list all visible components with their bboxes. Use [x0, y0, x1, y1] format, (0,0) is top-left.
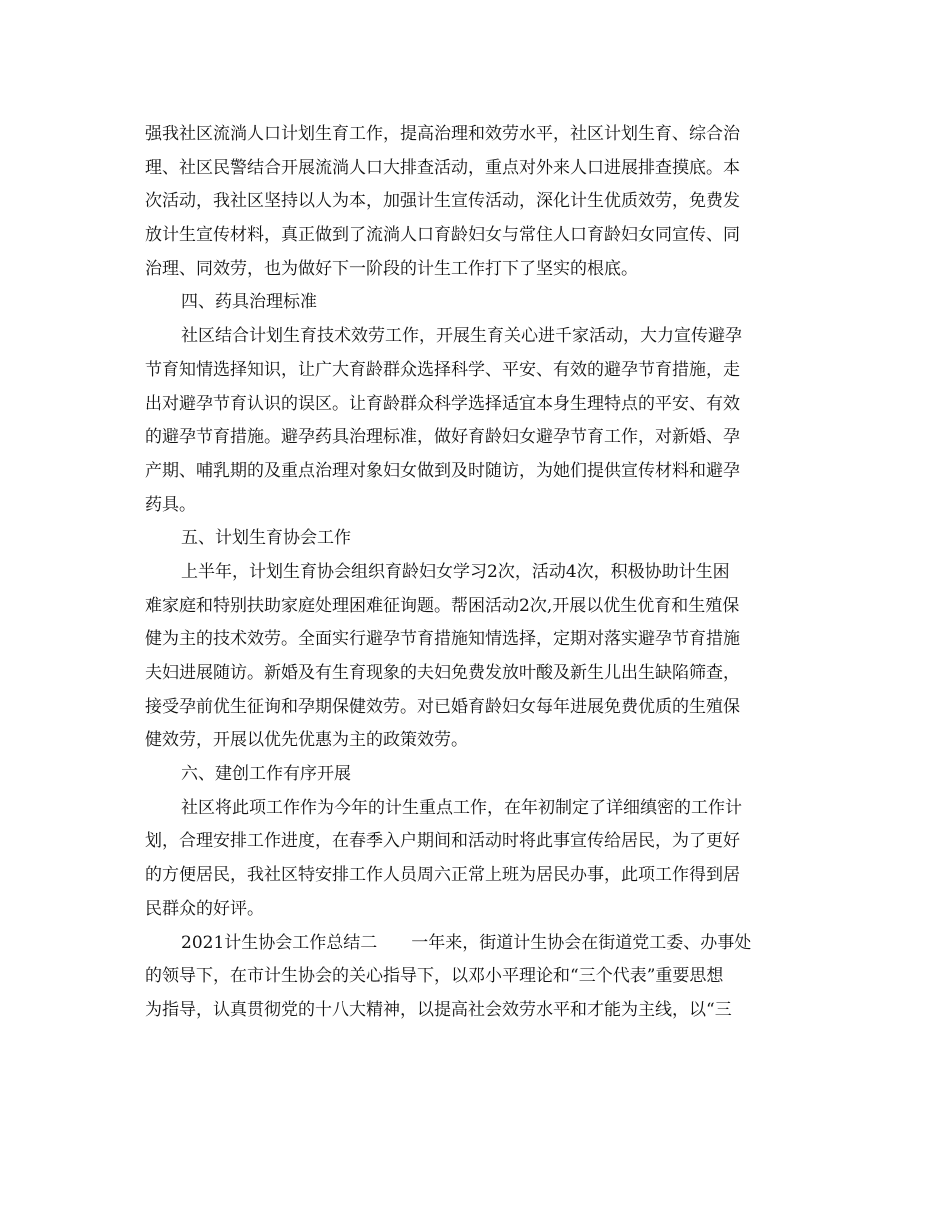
text-line: 理、社区民警结合开展流淌人口大排查活动，重点对外来人口进展排查摸底。本 — [145, 157, 740, 178]
text-line: 为指导，认真贯彻党的十八大精神，以提高社会效劳水平和才能为主线，以“三 — [145, 999, 732, 1020]
text-line: 的方便居民，我社区特安排工作人员周六正常上班为居民办事，此项工作得到居 — [145, 865, 740, 886]
text-line: 四、药具治理标准 — [181, 292, 317, 313]
document-body — [145, 118, 805, 1028]
text-line: 健效劳，开展以优先优惠为主的政策效劳。 — [145, 730, 468, 751]
text-line: 上半年，计划生育协会组织育龄妇女学习2次，活动4次，积极协助计生困 — [181, 561, 730, 582]
text-line: 出对避孕节育认识的误区。让育龄群众科学选择适宜本身生理特点的平安、有效 — [145, 393, 740, 414]
text-line: 强我社区流淌人口计划生育工作，提高治理和效劳水平，社区计划生育、综合治 — [145, 124, 740, 144]
text-line: 社区将此项工作作为今年的计生重点工作，在年初制定了详细缜密的工作计 — [181, 797, 742, 818]
text-line: 民群众的好评。 — [145, 898, 264, 919]
text-line: 次活动，我社区坚持以人为本，加强计生宣传活动，深化计生优质效劳，免费发 — [145, 191, 740, 212]
text-line: 划，合理安排工作进度，在春季入户期间和活动时将此事宣传给居民，为了更好 — [145, 831, 740, 852]
text-line: 夫妇进展随访。新婚及有生育现象的夫妇免费发放叶酸及新生儿出生缺陷筛查， — [145, 663, 740, 683]
text-line: 的领导下，在市计生协会的关心指导下，以邓小平理论和“三个代表”重要思想 — [145, 966, 724, 987]
text-line: 接受孕前优生征询和孕期保健效劳。对已婚育龄妇女每年进展免费优质的生殖保 — [145, 696, 740, 717]
text-line: 社区结合计划生育技术效劳工作，开展生育关心进千家活动，大力宣传避孕 — [181, 326, 742, 347]
text-line: 的避孕节育措施。避孕药具治理标准，做好育龄妇女避孕节育工作，对新婚、孕 — [145, 427, 740, 448]
text-line: 药具。 — [145, 494, 196, 515]
text-line: 难家庭和特别扶助家庭处理困难征询题。帮困活动2次,开展以优生优育和生殖保 — [145, 595, 740, 616]
text-line: 五、计划生育协会工作 — [181, 528, 351, 549]
text-line: 产期、哺乳期的及重点治理对象妇女做到及时随访，为她们提供宣传材料和避孕 — [145, 460, 740, 481]
text-line: 2021计生协会工作总结二 一年来，街道计生协会在街道党工委、办事处 — [181, 932, 752, 953]
text-line: 健为主的技术效劳。全面实行避孕节育措施知情选择，定期对落实避孕节育措施 — [145, 629, 740, 650]
text-line: 治理、同效劳，也为做好下一阶段的计生工作打下了坚实的根底。 — [145, 258, 638, 279]
text-line: 节育知情选择知识，让广大育龄群众选择科学、平安、有效的避孕节育措施，走 — [145, 359, 740, 380]
text-line: 六、建创工作有序开展 — [181, 764, 351, 785]
text-line: 放计生宣传材料，真正做到了流淌人口育龄妇女与常住人口育龄妇女同宣传、同 — [145, 225, 740, 246]
